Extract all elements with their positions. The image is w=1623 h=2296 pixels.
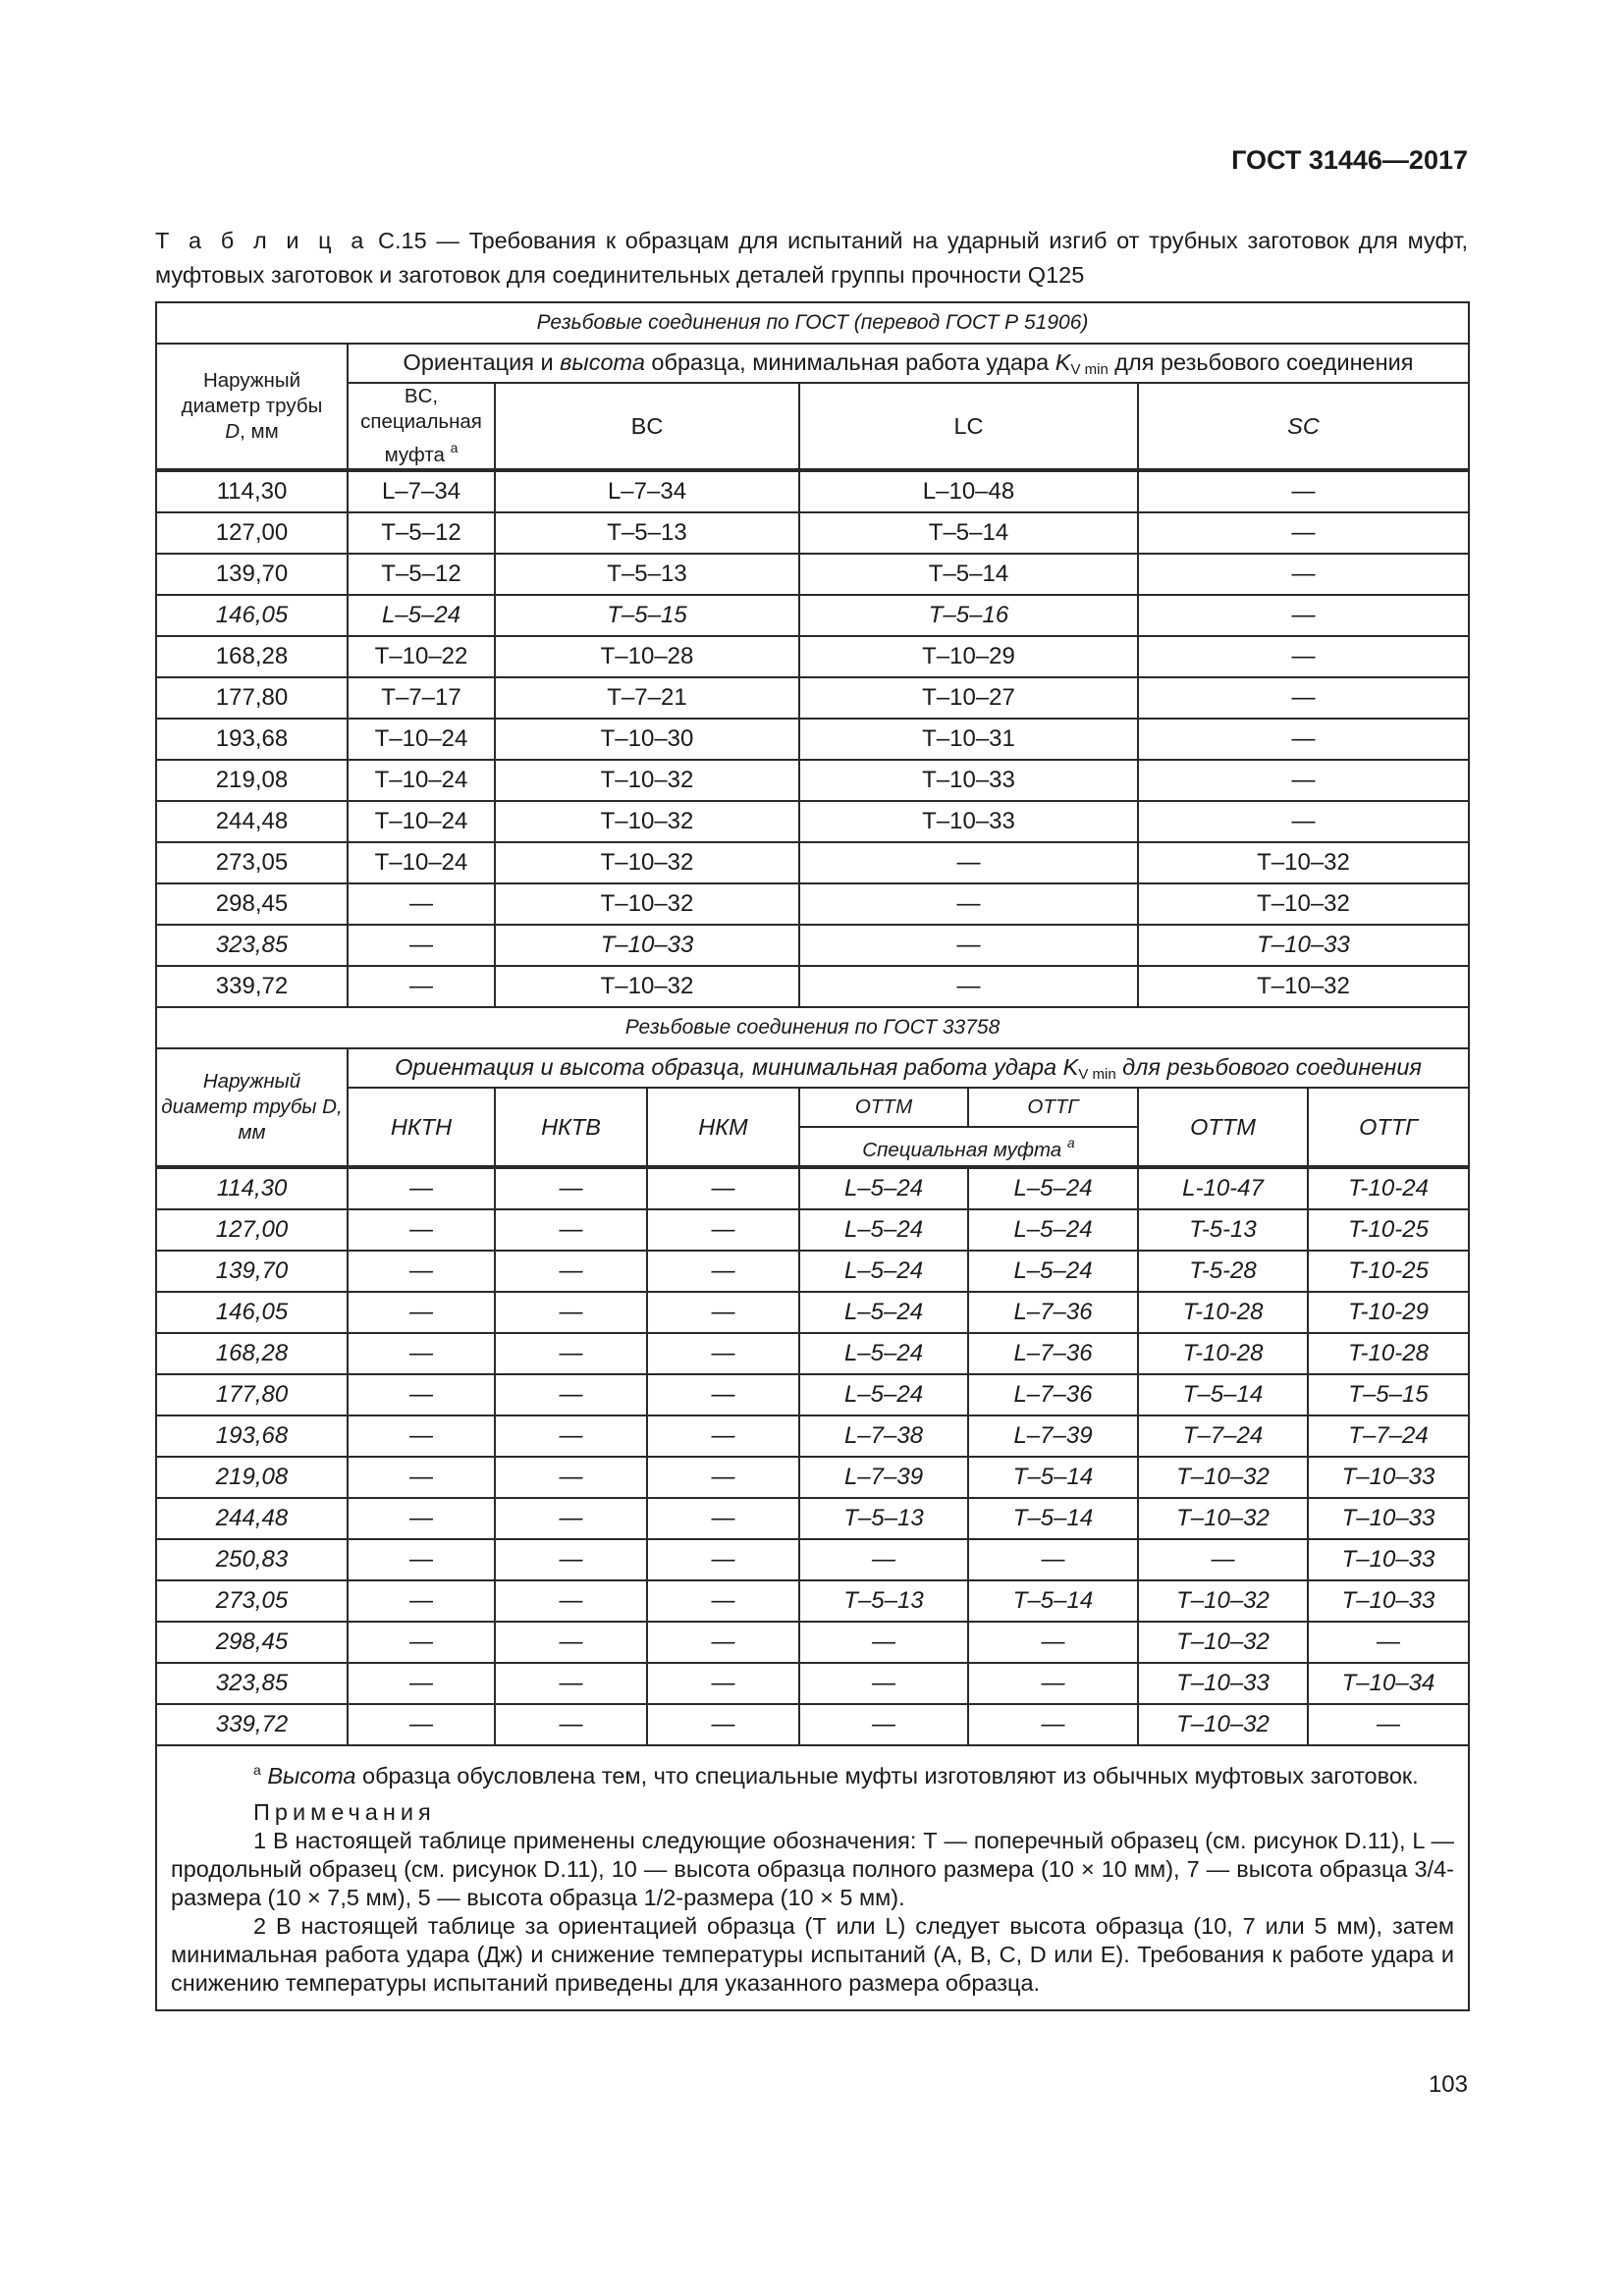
value-cell: T–7–24 bbox=[1308, 1415, 1469, 1457]
value-cell: — bbox=[799, 966, 1138, 1007]
value-cell: — bbox=[647, 1333, 799, 1374]
section1-col-bc: BC bbox=[495, 383, 799, 470]
value-cell: — bbox=[647, 1498, 799, 1539]
orientation2-text-b: для резьбового соединения bbox=[1115, 1053, 1422, 1080]
table-row bbox=[156, 1333, 1469, 1374]
diameter-cell: 339,72 bbox=[156, 966, 348, 1007]
value-cell: T–10–28 bbox=[495, 636, 799, 677]
caption-label: Т а б л и ц а bbox=[155, 228, 369, 253]
table-row bbox=[156, 636, 1469, 677]
k2-symbol: K bbox=[1062, 1053, 1079, 1080]
table-row bbox=[156, 512, 1469, 554]
value-cell: T–7–24 bbox=[1138, 1415, 1308, 1457]
value-cell: — bbox=[1138, 1539, 1308, 1580]
diameter-cell: 273,05 bbox=[156, 842, 348, 883]
table-row bbox=[156, 801, 1469, 842]
table-caption bbox=[155, 224, 1468, 293]
section2-diameter-header: Наружный диаметр трубы D, мм bbox=[156, 1048, 348, 1167]
value-cell: T–10–24 bbox=[348, 842, 495, 883]
value-cell: T-10-28 bbox=[1308, 1333, 1469, 1374]
section2-title: Резьбовые соединения по ГОСТ 33758 bbox=[156, 1007, 1469, 1048]
table-row bbox=[156, 842, 1469, 883]
special-coupling-text: Специальная муфта bbox=[862, 1139, 1062, 1161]
diameter-cell: 339,72 bbox=[156, 1704, 348, 1745]
table-row bbox=[156, 1209, 1469, 1251]
diameter-cell: 323,85 bbox=[156, 925, 348, 966]
value-cell: T–10–33 bbox=[799, 760, 1138, 801]
value-cell: L–7–38 bbox=[799, 1415, 968, 1457]
diameter-cell: 193,68 bbox=[156, 1415, 348, 1457]
note-footnote-text: образца обусловлена тем, что специальные муфты изготовляют из обычных муфтовых заготовок. bbox=[355, 1763, 1419, 1789]
value-cell: T–10–32 bbox=[495, 801, 799, 842]
value-cell: — bbox=[647, 1251, 799, 1292]
value-cell: — bbox=[799, 925, 1138, 966]
value-cell: — bbox=[647, 1622, 799, 1663]
k2-subscript: V min bbox=[1078, 1065, 1116, 1083]
value-cell: T–10–33 bbox=[1308, 1539, 1469, 1580]
value-cell: — bbox=[348, 1333, 495, 1374]
requirements-table bbox=[155, 301, 1470, 2011]
value-cell: — bbox=[348, 1663, 495, 1704]
value-cell: L–7–36 bbox=[968, 1374, 1138, 1415]
section1-body bbox=[156, 470, 1469, 1007]
value-cell: — bbox=[495, 1704, 647, 1745]
table-row bbox=[156, 1292, 1469, 1333]
value-cell: — bbox=[647, 1539, 799, 1580]
value-cell: L–5–24 bbox=[968, 1167, 1138, 1209]
section2-col-ottg-special: ОТТГ bbox=[968, 1088, 1138, 1127]
value-cell: L-10-47 bbox=[1138, 1167, 1308, 1209]
section2-special-coupling bbox=[799, 1127, 1138, 1167]
section2-orientation-header bbox=[348, 1048, 1469, 1088]
table-row bbox=[156, 470, 1469, 512]
value-cell: — bbox=[799, 1704, 968, 1745]
value-cell: — bbox=[799, 1539, 968, 1580]
value-cell: — bbox=[1308, 1622, 1469, 1663]
value-cell: — bbox=[1138, 636, 1469, 677]
table-row bbox=[156, 1580, 1469, 1622]
value-cell: — bbox=[348, 925, 495, 966]
value-cell: — bbox=[495, 1251, 647, 1292]
value-cell: — bbox=[348, 1292, 495, 1333]
value-cell: T-10-28 bbox=[1138, 1333, 1308, 1374]
value-cell: — bbox=[647, 1704, 799, 1745]
table-row bbox=[156, 1374, 1469, 1415]
value-cell: T–10–24 bbox=[348, 801, 495, 842]
value-cell: L–7–36 bbox=[968, 1333, 1138, 1374]
value-cell: — bbox=[495, 1663, 647, 1704]
value-cell: T–10–33 bbox=[1138, 925, 1469, 966]
orientation2-text-a: Ориентация и высота образца, минимальная работа удара bbox=[395, 1053, 1063, 1080]
table-row bbox=[156, 719, 1469, 760]
value-cell: — bbox=[495, 1539, 647, 1580]
value-cell: L–5–24 bbox=[799, 1374, 968, 1415]
value-cell: T–10–32 bbox=[1138, 1580, 1308, 1622]
value-cell: — bbox=[348, 1251, 495, 1292]
value-cell: — bbox=[495, 1622, 647, 1663]
table-row bbox=[156, 1415, 1469, 1457]
value-cell: L–7–34 bbox=[495, 470, 799, 512]
diameter-cell: 168,28 bbox=[156, 636, 348, 677]
value-cell: — bbox=[348, 1498, 495, 1539]
diameter-cell: 127,00 bbox=[156, 512, 348, 554]
section1-orientation-header bbox=[348, 344, 1469, 383]
value-cell: — bbox=[647, 1292, 799, 1333]
value-cell: L–5–24 bbox=[968, 1251, 1138, 1292]
section1-col-sc: SC bbox=[1138, 383, 1469, 470]
value-cell: L–7–36 bbox=[968, 1292, 1138, 1333]
value-cell: L–5–24 bbox=[799, 1333, 968, 1374]
orientation-text-d: для резьбового соединения bbox=[1108, 348, 1414, 375]
diameter-symbol: D bbox=[225, 420, 241, 443]
value-cell: T–10–24 bbox=[348, 719, 495, 760]
footnote-mark: a bbox=[450, 440, 459, 455]
value-cell: — bbox=[1138, 760, 1469, 801]
value-cell: — bbox=[348, 883, 495, 925]
diameter-cell: 219,08 bbox=[156, 760, 348, 801]
diameter-cell: 298,45 bbox=[156, 883, 348, 925]
value-cell: T–5–15 bbox=[495, 595, 799, 636]
value-cell: T–10–32 bbox=[495, 842, 799, 883]
note-footnote-italic: Высота bbox=[267, 1763, 356, 1789]
value-cell: T–10–32 bbox=[495, 883, 799, 925]
value-cell: T–5–14 bbox=[799, 512, 1138, 554]
table-row bbox=[156, 1539, 1469, 1580]
diameter-cell: 219,08 bbox=[156, 1457, 348, 1498]
diameter-cell: 298,45 bbox=[156, 1622, 348, 1663]
value-cell: — bbox=[348, 1704, 495, 1745]
section2-col-ottg: ОТТГ bbox=[1308, 1088, 1469, 1167]
value-cell: — bbox=[348, 1415, 495, 1457]
diameter-cell: 177,80 bbox=[156, 1374, 348, 1415]
diameter-cell: 114,30 bbox=[156, 1167, 348, 1209]
value-cell: — bbox=[348, 1622, 495, 1663]
value-cell: T-10-25 bbox=[1308, 1251, 1469, 1292]
value-cell: T–10–33 bbox=[1138, 1663, 1308, 1704]
value-cell: — bbox=[799, 1663, 968, 1704]
value-cell: — bbox=[647, 1209, 799, 1251]
value-cell: — bbox=[1138, 801, 1469, 842]
value-cell: — bbox=[647, 1663, 799, 1704]
note-1: 1 В настоящей таблице применены следующие обозначения: Т — поперечный образец (см. рисунок D.11), L — продольный образец (см. рисунок D.11), 10 — высота образца полного размера (10 × 10 мм), 7 — высота образца 3/4-размера (10 × 7,5 мм), 5 — высота образца 1/2-размера (10 × 5 мм). bbox=[171, 1828, 1455, 1910]
diameter-cell: 177,80 bbox=[156, 677, 348, 719]
value-cell: T–5–14 bbox=[799, 554, 1138, 595]
value-cell: L–7–39 bbox=[799, 1457, 968, 1498]
value-cell: T–10–33 bbox=[799, 801, 1138, 842]
value-cell: T–5–14 bbox=[1138, 1374, 1308, 1415]
section2-col-ottm: ОТТМ bbox=[1138, 1088, 1308, 1167]
value-cell: — bbox=[1138, 470, 1469, 512]
diameter-cell: 244,48 bbox=[156, 1498, 348, 1539]
value-cell: L–7–34 bbox=[348, 470, 495, 512]
diameter-cell: 168,28 bbox=[156, 1333, 348, 1374]
footnote-mark-2: a bbox=[1066, 1135, 1075, 1150]
value-cell: T–7–17 bbox=[348, 677, 495, 719]
page-number: 103 bbox=[1428, 2071, 1468, 2098]
value-cell: — bbox=[647, 1415, 799, 1457]
section2-col-nkm: НКМ bbox=[647, 1088, 799, 1167]
value-cell: T–10–32 bbox=[1138, 883, 1469, 925]
value-cell: T–10–32 bbox=[1138, 1622, 1308, 1663]
value-cell: — bbox=[348, 1580, 495, 1622]
notes-heading: Примечания bbox=[253, 1799, 436, 1825]
value-cell: — bbox=[799, 842, 1138, 883]
value-cell: — bbox=[495, 1457, 647, 1498]
table-row bbox=[156, 554, 1469, 595]
table-row bbox=[156, 1457, 1469, 1498]
k-subscript: V min bbox=[1070, 360, 1109, 378]
value-cell: T–10–32 bbox=[1138, 1498, 1308, 1539]
diameter-cell: 273,05 bbox=[156, 1580, 348, 1622]
standard-code: ГОСТ 31446—2017 bbox=[1231, 145, 1468, 175]
diameter-cell: 146,05 bbox=[156, 595, 348, 636]
value-cell: — bbox=[1138, 719, 1469, 760]
value-cell: — bbox=[647, 1167, 799, 1209]
caption-text: С.15 — Требования к образцам для испытаний на ударный изгиб от трубных заготовок для муфт, муфтовых заготовок и заготовок для соединительных деталей группы прочности Q125 bbox=[155, 228, 1468, 288]
value-cell: — bbox=[647, 1374, 799, 1415]
k-symbol: K bbox=[1055, 348, 1071, 375]
section1-diameter-header bbox=[156, 344, 348, 470]
value-cell: T-10-28 bbox=[1138, 1292, 1308, 1333]
table-row bbox=[156, 1622, 1469, 1663]
value-cell: T–5–14 bbox=[968, 1457, 1138, 1498]
value-cell: T–10–31 bbox=[799, 719, 1138, 760]
value-cell: — bbox=[495, 1374, 647, 1415]
diameter-cell: 244,48 bbox=[156, 801, 348, 842]
table-row bbox=[156, 760, 1469, 801]
value-cell: T-10-25 bbox=[1308, 1209, 1469, 1251]
table-row bbox=[156, 595, 1469, 636]
value-cell: — bbox=[647, 1457, 799, 1498]
value-cell: — bbox=[799, 883, 1138, 925]
orientation-text-c: образца, минимальная работа удара bbox=[644, 348, 1055, 375]
value-cell: T–10–33 bbox=[495, 925, 799, 966]
value-cell: — bbox=[495, 1580, 647, 1622]
value-cell: T–10–30 bbox=[495, 719, 799, 760]
value-cell: — bbox=[1138, 554, 1469, 595]
value-cell: T–10–32 bbox=[1138, 842, 1469, 883]
section1-title: Резьбовые соединения по ГОСТ (перевод ГОСТ Р 51906) bbox=[156, 302, 1469, 344]
diameter-header-text: Наружный диаметр трубы bbox=[181, 369, 323, 417]
diameter-cell: 139,70 bbox=[156, 554, 348, 595]
value-cell: — bbox=[1138, 512, 1469, 554]
value-cell: T–10–32 bbox=[495, 966, 799, 1007]
diameter-cell: 127,00 bbox=[156, 1209, 348, 1251]
value-cell: L–7–39 bbox=[968, 1415, 1138, 1457]
col-bc-special-a: BC, bbox=[404, 385, 439, 407]
value-cell: — bbox=[1138, 677, 1469, 719]
value-cell: L–10–48 bbox=[799, 470, 1138, 512]
note-footnote-mark: a bbox=[253, 1762, 261, 1778]
diameter-cell: 114,30 bbox=[156, 470, 348, 512]
value-cell: — bbox=[1138, 595, 1469, 636]
value-cell: T–10–32 bbox=[1138, 966, 1469, 1007]
value-cell: T-5-13 bbox=[1138, 1209, 1308, 1251]
value-cell: — bbox=[348, 1539, 495, 1580]
value-cell: — bbox=[1308, 1704, 1469, 1745]
value-cell: L–5–24 bbox=[799, 1167, 968, 1209]
value-cell: T–7–21 bbox=[495, 677, 799, 719]
orientation-text-b: высота bbox=[560, 348, 645, 375]
orientation-text-a: Ориентация и bbox=[403, 348, 561, 375]
value-cell: — bbox=[495, 1498, 647, 1539]
value-cell: — bbox=[495, 1167, 647, 1209]
value-cell: T-10-29 bbox=[1308, 1292, 1469, 1333]
value-cell: — bbox=[495, 1333, 647, 1374]
diameter-cell: 250,83 bbox=[156, 1539, 348, 1580]
section2-col-nktn: НКТН bbox=[348, 1088, 495, 1167]
value-cell: T–5–14 bbox=[968, 1498, 1138, 1539]
value-cell: — bbox=[495, 1292, 647, 1333]
diameter-cell: 193,68 bbox=[156, 719, 348, 760]
diameter-cell: 146,05 bbox=[156, 1292, 348, 1333]
table-row bbox=[156, 925, 1469, 966]
value-cell: L–5–24 bbox=[799, 1251, 968, 1292]
note-2: 2 В настоящей таблице за ориентацией образца (Т или L) следует высота образца (10, 7 или 5 мм), затем минимальная работа удара (Дж) и снижение температуры испытаний (А, В, С, D или Е). Требования к работе удара и снижению температуры испытаний приведены для указанного размера образца. bbox=[171, 1913, 1455, 1996]
table-row bbox=[156, 677, 1469, 719]
value-cell: L–5–24 bbox=[968, 1209, 1138, 1251]
section2-body bbox=[156, 1167, 1469, 1745]
table-row bbox=[156, 883, 1469, 925]
section1-col-bc-special bbox=[348, 383, 495, 470]
value-cell: T–10–33 bbox=[1308, 1457, 1469, 1498]
value-cell: T–10–29 bbox=[799, 636, 1138, 677]
value-cell: T–5–15 bbox=[1308, 1374, 1469, 1415]
value-cell: — bbox=[348, 1374, 495, 1415]
value-cell: — bbox=[348, 1457, 495, 1498]
value-cell: L–5–24 bbox=[799, 1292, 968, 1333]
value-cell: — bbox=[495, 1415, 647, 1457]
value-cell: T–10–32 bbox=[1138, 1704, 1308, 1745]
value-cell: — bbox=[968, 1622, 1138, 1663]
value-cell: — bbox=[799, 1622, 968, 1663]
value-cell: T-10-24 bbox=[1308, 1167, 1469, 1209]
value-cell: T–10–33 bbox=[1308, 1580, 1469, 1622]
value-cell: T–5–13 bbox=[495, 512, 799, 554]
value-cell: — bbox=[968, 1704, 1138, 1745]
table-row bbox=[156, 1663, 1469, 1704]
value-cell: T–5–13 bbox=[495, 554, 799, 595]
value-cell: — bbox=[348, 1167, 495, 1209]
value-cell: — bbox=[647, 1580, 799, 1622]
value-cell: T–10–33 bbox=[1308, 1498, 1469, 1539]
section2-col-nktv: НКТВ bbox=[495, 1088, 647, 1167]
value-cell: T–10–32 bbox=[495, 760, 799, 801]
value-cell: T-5-28 bbox=[1138, 1251, 1308, 1292]
value-cell: L–5–24 bbox=[799, 1209, 968, 1251]
value-cell: T–10–24 bbox=[348, 760, 495, 801]
value-cell: T–5–16 bbox=[799, 595, 1138, 636]
table-row bbox=[156, 1251, 1469, 1292]
table-row bbox=[156, 966, 1469, 1007]
diameter-unit: , мм bbox=[240, 420, 279, 443]
col-bc-special-b: специальная муфта bbox=[360, 410, 482, 466]
table-row bbox=[156, 1704, 1469, 1745]
value-cell: — bbox=[348, 1209, 495, 1251]
value-cell: T–5–12 bbox=[348, 512, 495, 554]
diameter-cell: 139,70 bbox=[156, 1251, 348, 1292]
section2-col-ottm-special: ОТТМ bbox=[799, 1088, 968, 1127]
value-cell: — bbox=[348, 966, 495, 1007]
value-cell: T–5–14 bbox=[968, 1580, 1138, 1622]
table-row bbox=[156, 1498, 1469, 1539]
table-notes bbox=[156, 1745, 1469, 2010]
value-cell: — bbox=[968, 1539, 1138, 1580]
table-row bbox=[156, 1167, 1469, 1209]
value-cell: T–10–27 bbox=[799, 677, 1138, 719]
section1-col-lc: LC bbox=[799, 383, 1138, 470]
diameter-cell: 323,85 bbox=[156, 1663, 348, 1704]
value-cell: T–10–22 bbox=[348, 636, 495, 677]
value-cell: T–5–13 bbox=[799, 1498, 968, 1539]
value-cell: T–5–13 bbox=[799, 1580, 968, 1622]
value-cell: T–10–34 bbox=[1308, 1663, 1469, 1704]
value-cell: — bbox=[968, 1663, 1138, 1704]
value-cell: T–10–32 bbox=[1138, 1457, 1308, 1498]
value-cell: T–5–12 bbox=[348, 554, 495, 595]
value-cell: L–5–24 bbox=[348, 595, 495, 636]
value-cell: — bbox=[495, 1209, 647, 1251]
